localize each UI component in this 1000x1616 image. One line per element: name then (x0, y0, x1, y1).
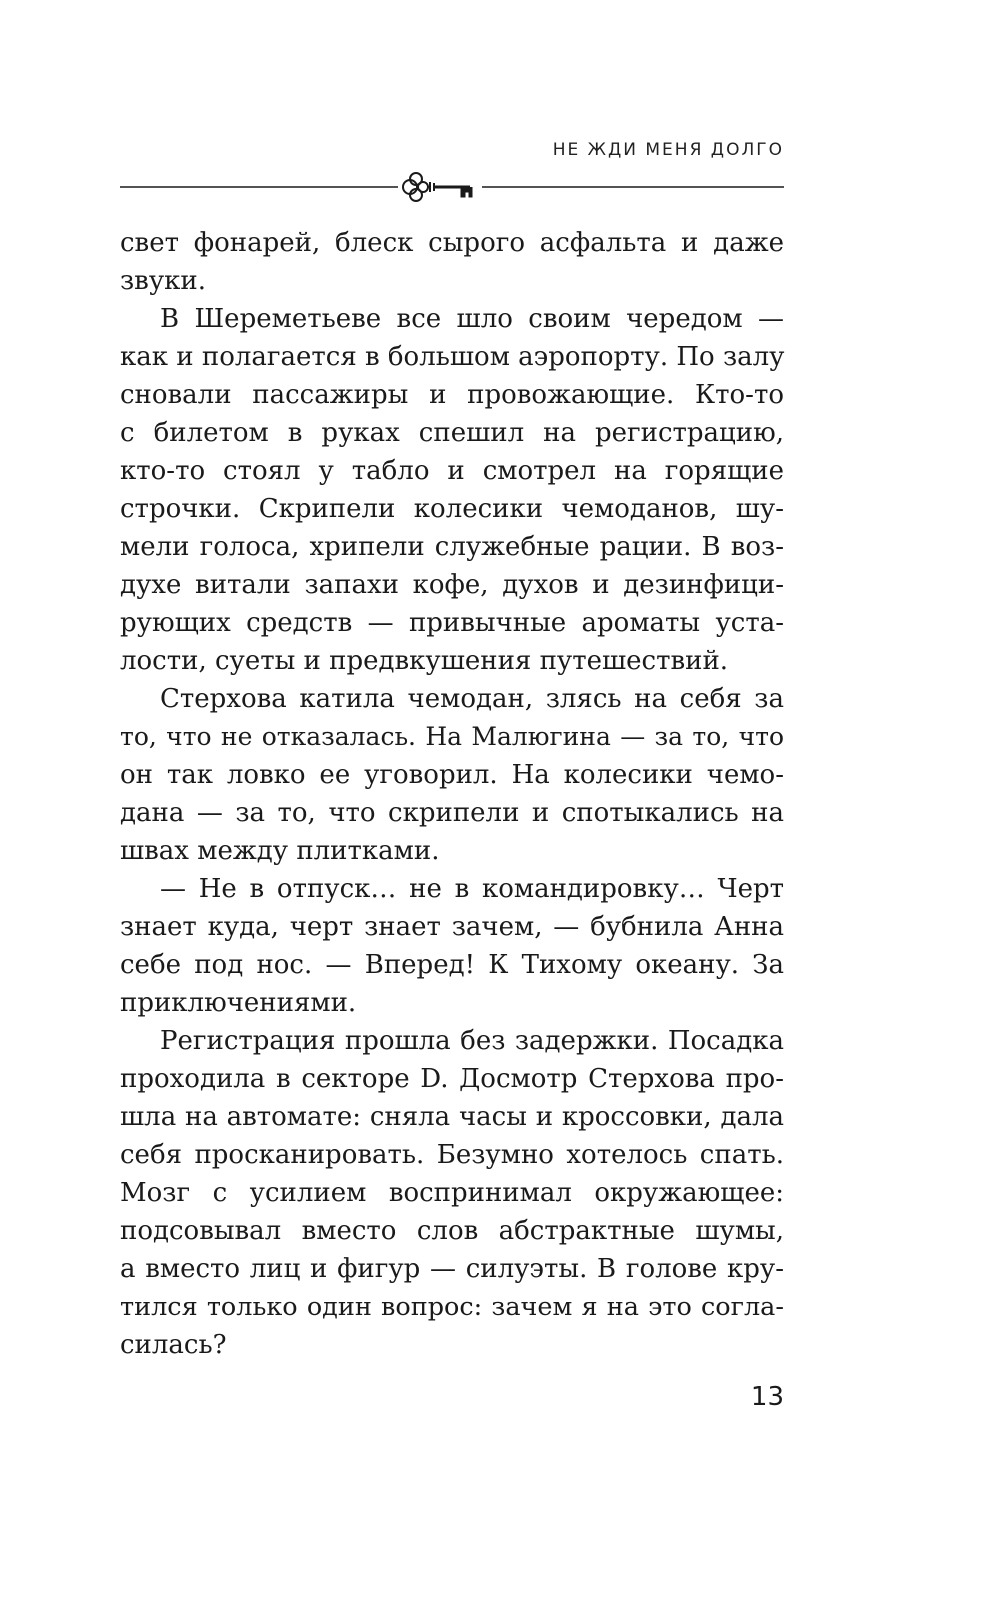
text-line: как и полагается в большом аэропорту. По залу (120, 342, 785, 372)
text-line: Регистрация прошла без задержки. Посадка (160, 1026, 784, 1056)
key-ornament-divider (120, 170, 784, 204)
text-line: дана — за то, что скрипели и спотыкались на (120, 798, 784, 828)
text-line: с билетом в руках спешил на регистрацию, (120, 418, 784, 448)
text-line: себе под нос. — Вперед! К Тихому океану. За (120, 950, 784, 980)
text-line: то, что не отказалась. На Малюгина — за то, что (120, 722, 784, 751)
text-line: Стерхова катила чемодан, злясь на себя за (160, 684, 784, 714)
text-line: В Шереметьеве все шло своим чередом — (160, 304, 784, 334)
key-icon (403, 173, 472, 201)
text-line: швах между плитками. (120, 836, 440, 866)
text-line: свет фонарей, блеск сырого асфальта и даже (120, 228, 784, 258)
text-line: проходила в секторе D. Досмотр Стерхова про- (120, 1064, 784, 1094)
running-title: НЕ ЖДИ МЕНЯ ДОЛГО (552, 140, 784, 160)
text-line: кто-то стоял у табло и смотрел на горящие (120, 456, 784, 486)
text-line: себя просканировать. Безумно хотелось спать. (120, 1140, 784, 1170)
text-line: шла на автомате: сняла часы и кроссовки, дала (120, 1102, 784, 1132)
text-line: он так ловко ее уговорил. На колесики чемо- (120, 760, 784, 790)
text-line: подсовывал вместо слов абстрактные шумы, (120, 1216, 784, 1246)
text-line: лости, суеты и предвкушения путешествий. (120, 646, 729, 676)
text-line: звуки. (120, 266, 206, 296)
text-line: приключениями. (120, 988, 357, 1018)
text-line: рующих средств — привычные ароматы уста- (120, 608, 784, 638)
text-line: строчки. Скрипели колесики чемоданов, шу- (120, 494, 784, 524)
text-line: мели голоса, хрипели служебные рации. В воз- (120, 532, 784, 562)
text-line: тился только один вопрос: зачем я на это согла- (120, 1292, 784, 1322)
text-line: духе витали запахи кофе, духов и дезинфици- (120, 570, 784, 600)
text-line: силась? (120, 1330, 227, 1360)
text-line: знает куда, черт знает зачем, — бубнила Анна (120, 912, 784, 942)
text-line: сновали пассажиры и провожающие. Кто-то (120, 380, 784, 410)
text-line: а вместо лиц и фигур — силуэты. В голове кру- (120, 1254, 784, 1284)
text-line: Мозг с усилием воспринимал окружающее: (120, 1178, 784, 1208)
text-line: — Не в отпуск… не в командировку… Черт (160, 874, 784, 904)
body-text (120, 224, 784, 1364)
page-number: 13 (750, 1382, 784, 1412)
